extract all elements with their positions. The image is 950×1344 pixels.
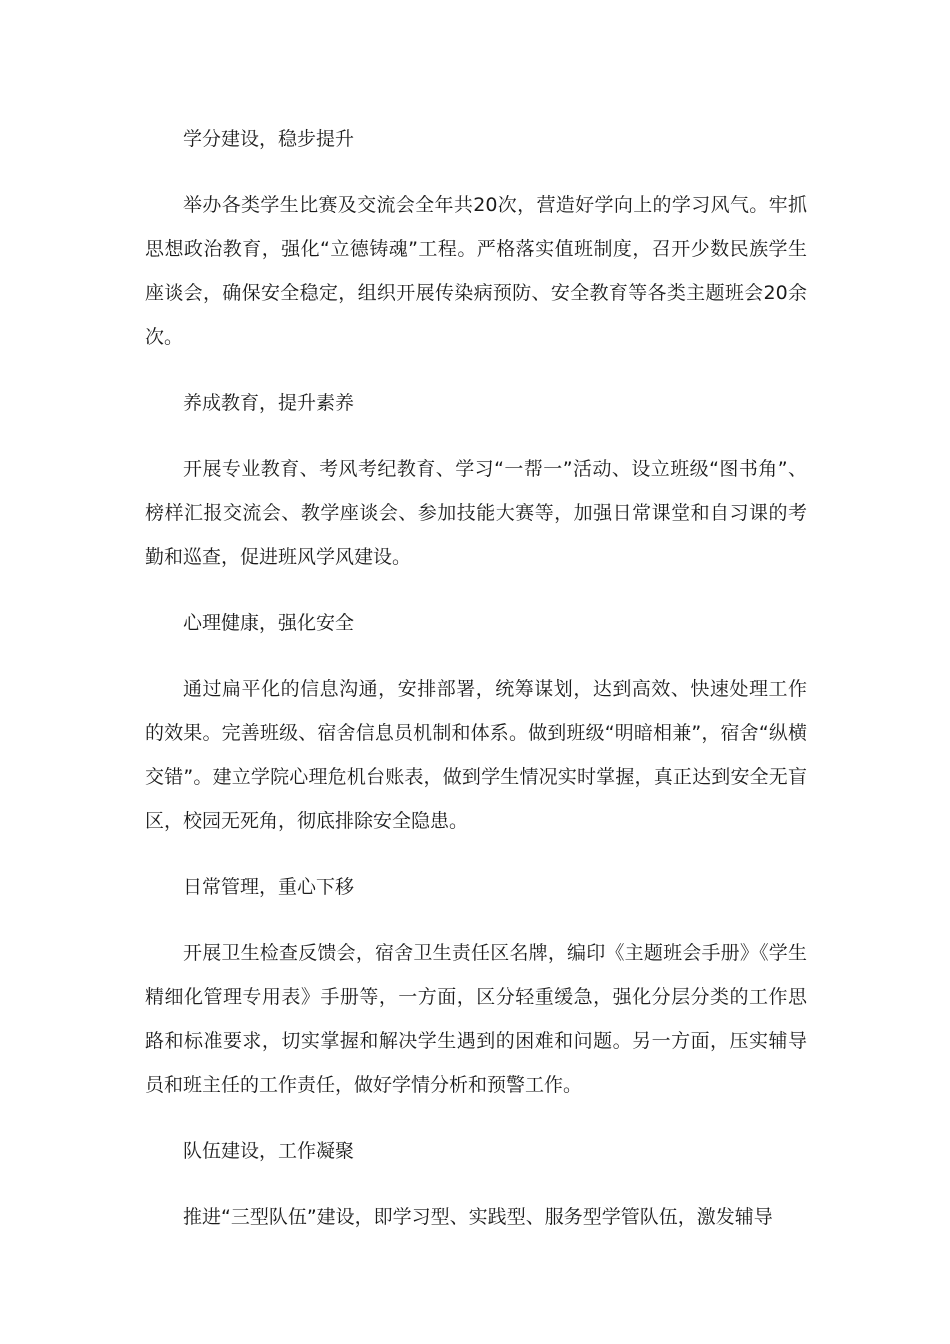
spacer xyxy=(145,359,807,381)
document-body xyxy=(145,117,807,1239)
spacer xyxy=(145,1107,807,1129)
spacer xyxy=(145,425,807,447)
spacer xyxy=(145,161,807,183)
section-heading: 养成教育，提升素养 xyxy=(183,392,355,414)
section-heading: 队伍建设，工作凝聚 xyxy=(183,1140,355,1162)
section-heading: 日常管理，重心下移 xyxy=(183,876,355,898)
section-paragraph: 开展专业教育、考风考纪教育、学习“一帮一”活动、设立班级“图书角”、榜样汇报交流会、教学座谈会、参加技能大赛等，加强日常课堂和自习课的考勤和巡查，促进班风学风建设。 xyxy=(145,458,807,568)
section-heading: 心理健康，强化安全 xyxy=(183,612,355,634)
spacer xyxy=(145,579,807,601)
spacer xyxy=(145,1173,807,1195)
spacer xyxy=(145,645,807,667)
spacer xyxy=(145,909,807,931)
section-paragraph: 推进“三型队伍”建设，即学习型、实践型、服务型学管队伍，激发辅导 xyxy=(183,1206,773,1228)
section-paragraph: 开展卫生检查反馈会，宿舍卫生责任区名牌，编印《主题班会手册》《学生精细化管理专用表》手册等，一方面，区分轻重缓急，强化分层分类的工作思路和标准要求，切实掌握和解决学生遇到的困难和问题。另一方面，压实辅导员和班主任的工作责任，做好学情分析和预警工作。 xyxy=(145,942,807,1096)
spacer xyxy=(145,843,807,865)
section-heading: 学分建设，稳步提升 xyxy=(183,128,355,150)
section-paragraph: 举办各类学生比赛及交流会全年共20次，营造好学向上的学习风气。牢抓思想政治教育，强化“立德铸魂”工程。严格落实值班制度，召开少数民族学生座谈会，确保安全稳定，组织开展传染病预防、安全教育等各类主题班会20余次。 xyxy=(145,194,807,348)
section-paragraph: 通过扁平化的信息沟通，安排部署，统筹谋划，达到高效、快速处理工作的效果。完善班级、宿舍信息员机制和体系。做到班级“明暗相兼”，宿舍“纵横交错”。建立学院心理危机台账表，做到学生情况实时掌握，真正达到安全无盲区，校园无死角，彻底排除安全隐患。 xyxy=(145,678,807,832)
